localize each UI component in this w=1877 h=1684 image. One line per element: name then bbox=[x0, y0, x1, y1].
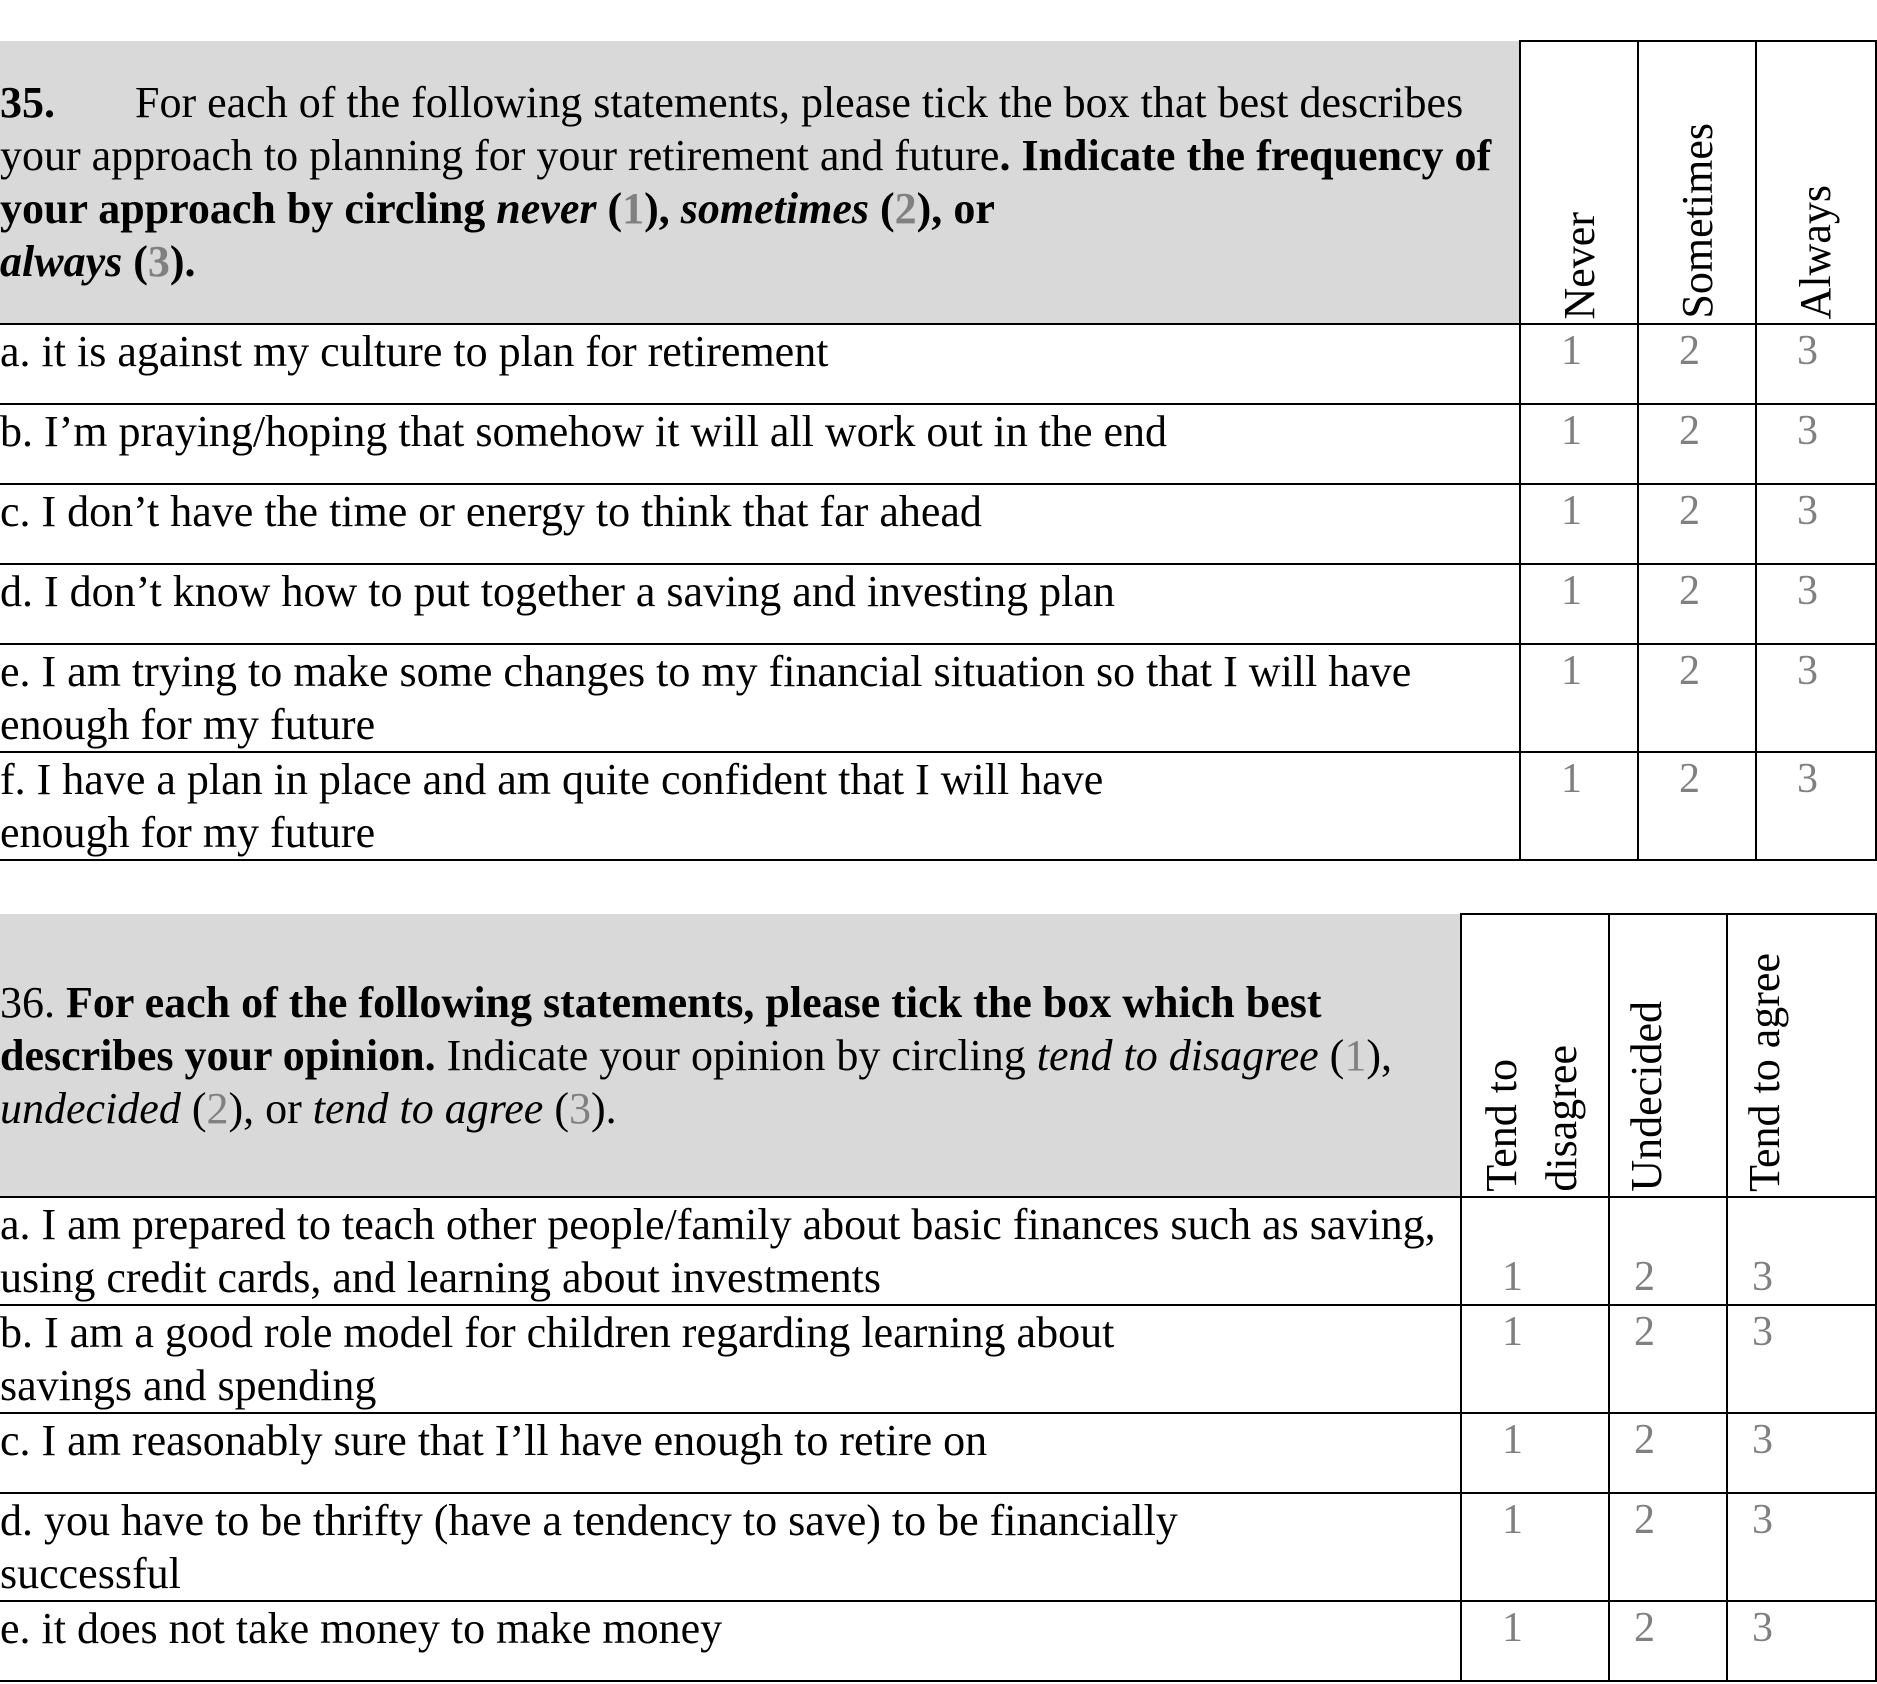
q35-item-e-score-1[interactable]: 1 bbox=[1520, 644, 1638, 752]
q35-item-f-score-1[interactable]: 1 bbox=[1520, 752, 1638, 860]
q35-item-f-score-3[interactable]: 3 bbox=[1756, 752, 1876, 860]
question-35-number: 35. bbox=[0, 78, 55, 127]
q36-option-1-num: 1 bbox=[1344, 1030, 1367, 1080]
q36-header-disagree-label: Tend to disagree bbox=[1477, 1045, 1586, 1192]
q36-item-a: a. I am prepared to teach other people/family about basic finances such as saving, using credit cards, and learning about investments bbox=[0, 1197, 1461, 1305]
q36-option-undecided: undecided bbox=[0, 1083, 181, 1133]
q36-option-3-num: 3 bbox=[568, 1083, 591, 1133]
table-row bbox=[0, 1493, 1876, 1601]
q36-item-b-score-2[interactable]: 2 bbox=[1609, 1305, 1727, 1413]
q35-item-c-score-1[interactable]: 1 bbox=[1520, 484, 1638, 564]
q36-item-d-score-1[interactable]: 1 bbox=[1461, 1493, 1609, 1601]
q35-item-c: c. I don’t have the time or energy to think that far ahead bbox=[0, 484, 1520, 564]
q36-item-e-score-2[interactable]: 2 bbox=[1609, 1601, 1727, 1681]
q36-item-d: d. you have to be thrifty (have a tendency to save) to be financially successful bbox=[0, 1493, 1461, 1601]
q35-item-f-score-2[interactable]: 2 bbox=[1638, 752, 1756, 860]
q35-option-sometimes: sometimes bbox=[680, 184, 869, 233]
q35-item-b-score-1[interactable]: 1 bbox=[1520, 404, 1638, 484]
table-row bbox=[0, 1305, 1876, 1413]
table-row bbox=[0, 752, 1876, 860]
q35-item-d-score-1[interactable]: 1 bbox=[1520, 564, 1638, 644]
q36-item-a-score-3[interactable]: 3 bbox=[1727, 1197, 1876, 1305]
question-36-table bbox=[0, 913, 1877, 1682]
q35-header-always bbox=[1756, 41, 1876, 324]
question-36-prompt: 36. For each of the following statements, please tick the box which best describes your opinion. Indicate your opinion by circling tend to disagree (1), undecided (2), or tend to agree (3). bbox=[0, 914, 1461, 1197]
table-row bbox=[0, 324, 1876, 404]
table-row bbox=[0, 1601, 1876, 1681]
q36-item-e-score-3[interactable]: 3 bbox=[1727, 1601, 1876, 1681]
q35-header-sometimes bbox=[1638, 41, 1756, 324]
q35-item-e: e. I am trying to make some changes to my financial situation so that I will have enough for my future bbox=[0, 644, 1520, 752]
q36-item-c-score-3[interactable]: 3 bbox=[1727, 1413, 1876, 1493]
q36-header-tend-to-agree bbox=[1727, 914, 1876, 1197]
q36-option-agree: tend to agree bbox=[312, 1083, 544, 1133]
q36-item-d-score-3[interactable]: 3 bbox=[1727, 1493, 1876, 1601]
q36-item-e-score-1[interactable]: 1 bbox=[1461, 1601, 1609, 1681]
q36-header-agree-label: Tend to agree bbox=[1740, 953, 1789, 1192]
table-row bbox=[0, 404, 1876, 484]
table-row bbox=[0, 1197, 1876, 1305]
q36-item-c-score-1[interactable]: 1 bbox=[1461, 1413, 1609, 1493]
q35-item-d: d. I don’t know how to put together a saving and investing plan bbox=[0, 564, 1520, 644]
table-row bbox=[0, 564, 1876, 644]
q35-item-c-score-3[interactable]: 3 bbox=[1756, 484, 1876, 564]
question-36-prompt-text: Indicate your opinion by circling bbox=[446, 1030, 1026, 1080]
q36-item-b: b. I am a good role model for children regarding learning about savings and spending bbox=[0, 1305, 1461, 1413]
question-35-instruction: . Indicate the frequency of your approach by circling bbox=[0, 131, 1492, 233]
q35-item-b-score-3[interactable]: 3 bbox=[1756, 404, 1876, 484]
question-36-number: 36. bbox=[0, 977, 55, 1027]
q35-item-d-score-2[interactable]: 2 bbox=[1638, 564, 1756, 644]
q36-item-d-score-2[interactable]: 2 bbox=[1609, 1493, 1727, 1601]
q35-item-c-score-2[interactable]: 2 bbox=[1638, 484, 1756, 564]
q35-item-a: a. it is against my culture to plan for retirement bbox=[0, 324, 1520, 404]
table-row bbox=[0, 644, 1876, 752]
q35-option-never: never bbox=[496, 184, 597, 233]
question-36-prompt-bold: For each of the following statements, please tick the box which best describes your opinion. bbox=[0, 977, 1322, 1080]
q35-item-b: b. I’m praying/hoping that somehow it will all work out in the end bbox=[0, 404, 1520, 484]
table-row bbox=[0, 1413, 1876, 1493]
q35-header-always-label: Always bbox=[1791, 184, 1840, 319]
question-35-prompt-text: For each of the following statements, please tick the box that best describes your approach to planning for your retirement and future bbox=[0, 78, 1464, 180]
q35-item-a-score-1[interactable]: 1 bbox=[1520, 324, 1638, 404]
q35-item-e-score-2[interactable]: 2 bbox=[1638, 644, 1756, 752]
question-35-table bbox=[0, 40, 1877, 861]
q36-or: or bbox=[265, 1083, 302, 1133]
q35-item-b-score-2[interactable]: 2 bbox=[1638, 404, 1756, 484]
q36-item-e: e. it does not take money to make money bbox=[0, 1601, 1461, 1681]
q35-option-1-num: 1 bbox=[622, 184, 645, 233]
q36-item-b-score-3[interactable]: 3 bbox=[1727, 1305, 1876, 1413]
table-row bbox=[0, 484, 1876, 564]
q36-item-b-score-1[interactable]: 1 bbox=[1461, 1305, 1609, 1413]
q36-item-a-score-1[interactable]: 1 bbox=[1461, 1197, 1609, 1305]
q35-option-3-num: 3 bbox=[147, 237, 170, 286]
q36-header-undecided-label: Undecided bbox=[1622, 1001, 1671, 1192]
q36-header-undecided bbox=[1609, 914, 1727, 1197]
q35-item-e-score-3[interactable]: 3 bbox=[1756, 644, 1876, 752]
q35-item-f: f. I have a plan in place and am quite confident that I will have enough for my future bbox=[0, 752, 1520, 860]
q35-option-always: always bbox=[0, 237, 123, 286]
q35-item-a-score-3[interactable]: 3 bbox=[1756, 324, 1876, 404]
q35-header-never bbox=[1520, 41, 1638, 324]
q35-header-sometimes-label: Sometimes bbox=[1673, 123, 1722, 319]
q35-or: or bbox=[953, 184, 995, 233]
q36-header-tend-to-disagree bbox=[1461, 914, 1609, 1197]
question-35-prompt: 35. For each of the following statements, please tick the box that best describes your approach to planning for your retirement and future. Indicate the frequency of your approach by circling never (1), sometimes (2), or always (3). bbox=[0, 41, 1520, 324]
q36-item-c-score-2[interactable]: 2 bbox=[1609, 1413, 1727, 1493]
q35-item-d-score-3[interactable]: 3 bbox=[1756, 564, 1876, 644]
q36-option-2-num: 2 bbox=[206, 1083, 229, 1133]
q36-item-a-score-2[interactable]: 2 bbox=[1609, 1197, 1727, 1305]
q36-option-disagree: tend to disagree bbox=[1036, 1030, 1319, 1080]
q36-item-c: c. I am reasonably sure that I’ll have enough to retire on bbox=[0, 1413, 1461, 1493]
q35-item-a-score-2[interactable]: 2 bbox=[1638, 324, 1756, 404]
q35-header-never-label: Never bbox=[1555, 211, 1604, 319]
q35-option-2-num: 2 bbox=[894, 184, 917, 233]
